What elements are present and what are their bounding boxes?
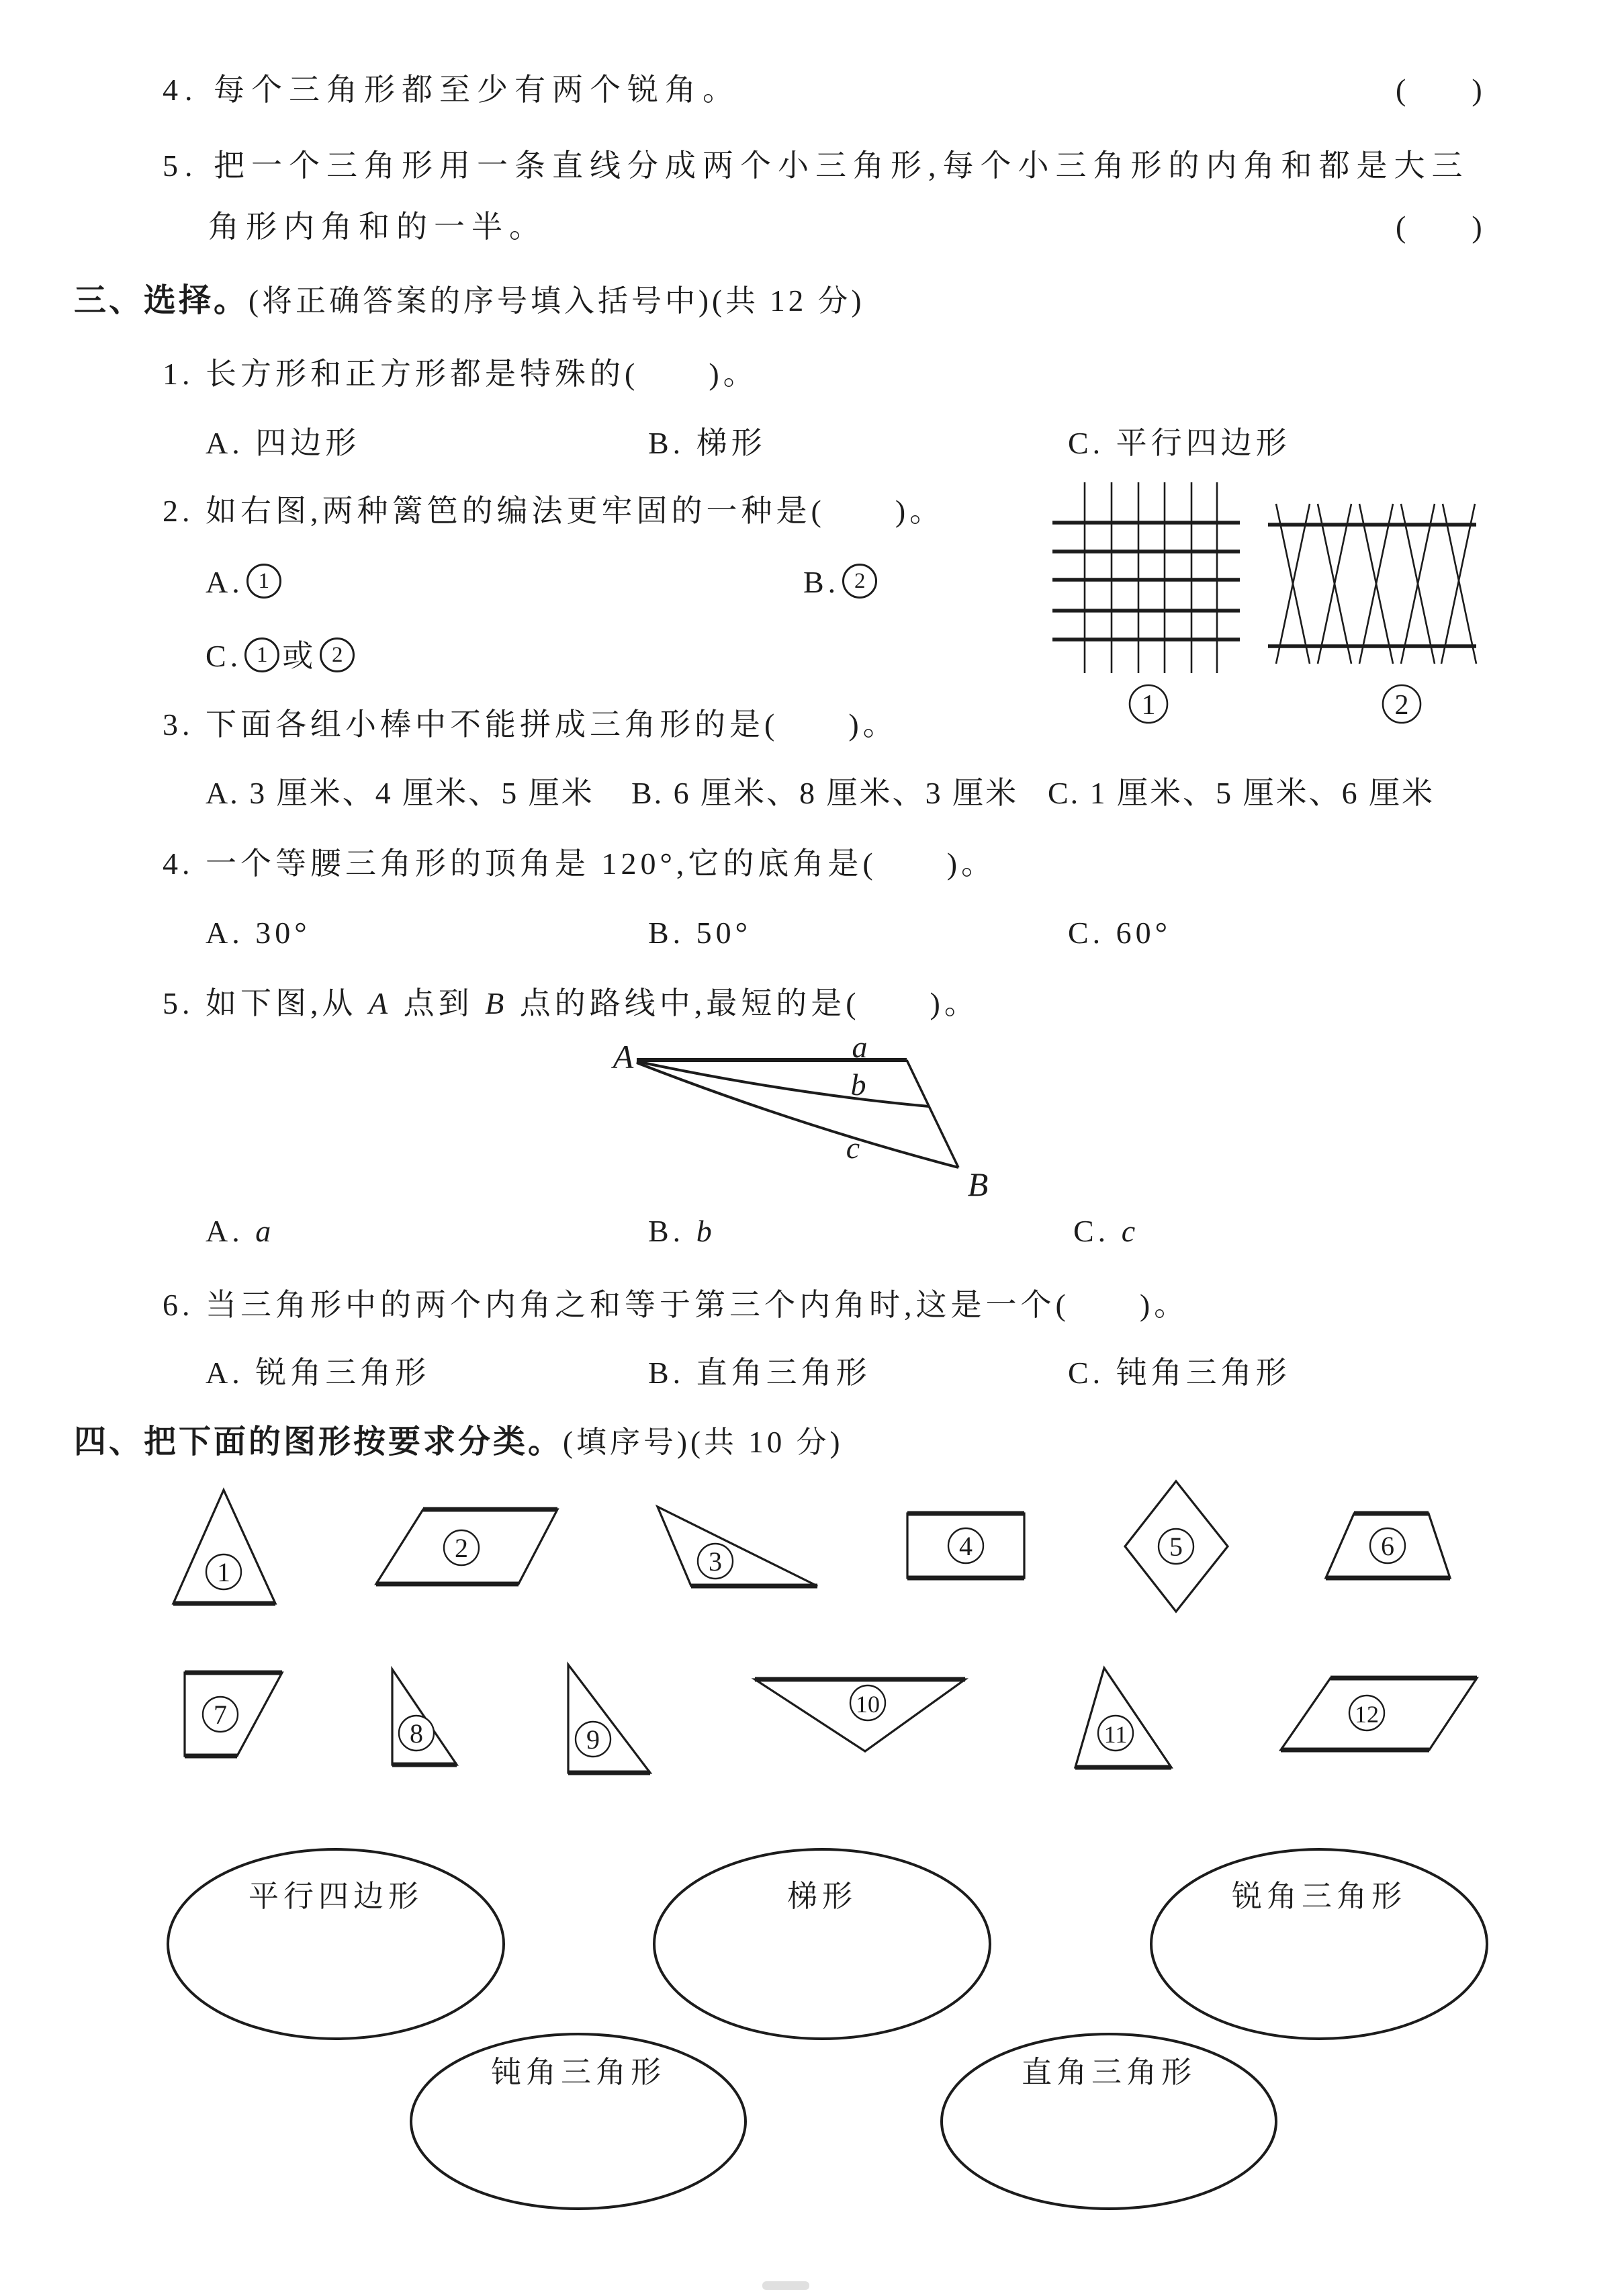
route-path-a-label: a [852,1030,868,1064]
shape-3-obtuse-triangle [658,1507,817,1586]
route-right-edge [907,1060,958,1168]
category-label-trapezoid: 梯形 [786,1880,858,1913]
choice-q4-option-b: B. 50° [648,916,752,950]
fence-grid-horizontal-lines [1052,523,1240,640]
fence-grid-vertical-lines [1085,482,1217,673]
svg-text:4: 4 [959,1531,973,1561]
svg-text:8: 8 [410,1718,423,1749]
choice-q5-text [163,981,979,1026]
choice-q1-option-a: A. 四边形 [206,426,361,460]
q5-text-mid: 点到 [392,986,486,1020]
category-ellipses-figure [0,1841,1624,2230]
choice-q1-text: 1. 长方形和正方形都是特殊的( )。 [163,357,758,391]
choice-q4-option-a: A. 30° [206,916,311,950]
section-classify-heading-bold: 四、把下面的图形按要求分类。 [74,1424,563,1460]
svg-text:3: 3 [709,1546,722,1577]
option-a-value: a [255,1214,275,1248]
section-classify-heading-rest: (填序号)(共 10 分) [563,1425,844,1459]
section-choice-heading-rest: (将正确答案的序号填入括号中)(共 12 分) [249,284,865,318]
judge-item-5-line2: 角形内角和的一半。 [208,210,547,244]
svg-text:5: 5 [1169,1532,1183,1562]
choice-q2-text: 2. 如右图,两种篱笆的编法更牢固的一种是( )。 [163,494,945,528]
svg-text:11: 11 [1103,1721,1128,1748]
category-ellipse-trapezoid [654,1849,990,2039]
svg-text:6: 6 [1381,1531,1394,1561]
category-label-acute-triangle: 锐角三角形 [1231,1880,1407,1913]
fence-label-1: 1 [1141,690,1156,721]
choice-q3-option-a: A. 3 厘米、4 厘米、5 厘米 [206,776,594,810]
section-choice-heading [74,278,864,324]
svg-text:12: 12 [1355,1701,1379,1728]
option-c-or: 或 [282,639,318,673]
shape-number-labels [203,1528,1405,1757]
option-c-value: c [1121,1214,1140,1248]
choice-q3-option-c: C. 1 厘米、5 厘米、6 厘米 [1048,776,1435,810]
category-label-parallelogram: 平行四边形 [248,1880,424,1913]
fence-weave-figure [1034,464,1504,746]
choice-q5-option-c [1073,1208,1139,1254]
choice-q3-option-b: B. 6 厘米、8 厘米、3 厘米 [631,776,1019,810]
choice-q3-text: 3. 下面各组小棒中不能拼成三角形的是( )。 [163,707,898,742]
route-a-to-b-figure [591,1024,1021,1219]
circled-number-1: 1 [244,637,279,672]
circled-number-1: 1 [246,564,281,599]
svg-text:10: 10 [856,1691,880,1718]
shape-9-right-triangle [568,1665,650,1773]
route-point-a-label: A [613,1038,634,1075]
choice-q6-option-a: A. 锐角三角形 [206,1356,431,1390]
choice-q4-text: 4. 一个等腰三角形的顶角是 120°,它的底角是( )。 [163,846,997,881]
fence-label-2: 2 [1394,690,1409,721]
judge-item-5-answer-paren: ( ) [1396,210,1484,244]
circled-number-2: 2 [842,564,877,599]
page-number-artifact [762,2281,809,2290]
route-c-curve [637,1063,958,1168]
option-b-letter: B. [648,1214,685,1248]
judge-item-4-text: 4. 每个三角形都至少有两个锐角。 [163,73,740,107]
fence-cross-diagonal-lines [1276,504,1476,664]
shape-bold-edges [173,1509,1477,1773]
shapes-figure [0,1471,1624,1787]
circled-number-2: 2 [320,637,355,672]
svg-text:7: 7 [214,1700,227,1730]
option-a-letter: A. [206,1214,244,1248]
choice-q6-option-b: B. 直角三角形 [648,1356,871,1390]
choice-q5-option-b [648,1208,716,1254]
choice-q4-option-c: C. 60° [1068,916,1172,950]
choice-q2-option-a [206,560,284,605]
svg-text:9: 9 [586,1724,600,1755]
route-path-b-label: b [850,1067,866,1102]
route-point-b-label: B [967,1165,989,1203]
category-label-right-triangle: 直角三角形 [1021,2056,1197,2089]
svg-text:2: 2 [455,1533,468,1563]
q5-point-a: A [369,986,392,1020]
route-b-curve [637,1061,929,1106]
choice-q2-option-b [803,560,880,605]
option-a-letter: A. [206,565,244,599]
category-label-obtuse-triangle: 钝角三角形 [490,2056,666,2089]
judge-item-5-line1: 5. 把一个三角形用一条直线分成两个小三角形,每个小三角形的内角和都是大三 [163,148,1470,183]
choice-q5-option-a [206,1208,275,1254]
choice-q6-option-c: C. 钝角三角形 [1068,1356,1291,1390]
choice-q2-option-c [206,633,357,679]
choice-q1-option-c: C. 平行四边形 [1068,426,1291,460]
section-choice-heading-bold: 三、选择。 [74,283,249,318]
choice-q6-text: 6. 当三角形中的两个内角之和等于第三个内角时,这是一个( )。 [163,1288,1189,1322]
section-classify-heading [74,1419,843,1465]
judge-item-4-answer-paren: ( ) [1396,73,1484,107]
choice-q1-option-b: B. 梯形 [648,426,766,460]
option-b-value: b [696,1214,716,1248]
option-b-letter: B. [803,565,840,599]
svg-text:1: 1 [217,1557,230,1587]
q5-point-b: B [485,986,508,1020]
fence-cross-rails [1268,525,1476,646]
q5-text-post: 点的路线中,最短的是( )。 [508,986,979,1020]
route-path-c-label: c [846,1131,860,1165]
option-c-letter: C. [206,639,242,673]
q5-text-pre: 5. 如下图,从 [163,986,369,1020]
option-c-letter: C. [1073,1214,1110,1248]
category-ellipse-acute-triangle [1151,1849,1487,2039]
category-ellipse-parallelogram [168,1849,504,2039]
